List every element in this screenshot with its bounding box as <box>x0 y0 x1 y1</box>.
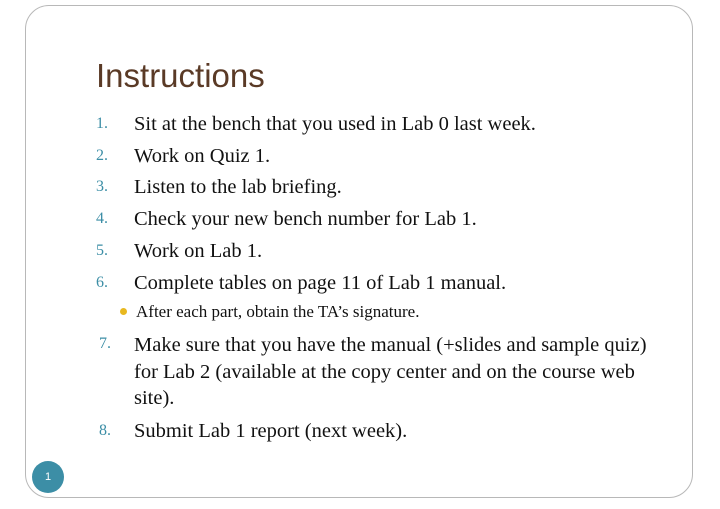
sub-item-text: After each part, obtain the TA’s signature. <box>136 302 420 321</box>
item-text: Work on Quiz 1. <box>134 145 271 167</box>
item-number: 3. <box>96 178 108 195</box>
item-number: 6. <box>96 274 108 291</box>
item-text: Make sure that you have the manual (+slides and sample quiz) for Lab 2 (available at the copy center and on the course web site). <box>134 334 647 409</box>
item-number: 5. <box>96 242 108 259</box>
item-number: 1. <box>96 115 108 132</box>
bullet-dot-icon <box>120 308 127 315</box>
item-text: Submit Lab 1 report (next week). <box>134 420 408 442</box>
item-number: 4. <box>96 210 108 227</box>
item-text: Work on Lab 1. <box>134 240 263 262</box>
item-text: Sit at the bench that you used in Lab 0 last week. <box>134 113 536 135</box>
item-number: 8. <box>99 422 111 439</box>
item-text: Complete tables on page 11 of Lab 1 manual. <box>134 272 507 294</box>
slide-title: Instructions <box>96 57 265 94</box>
item-text: Listen to the lab briefing. <box>134 176 342 198</box>
page-number-badge: 1 <box>32 461 64 493</box>
item-number: 2. <box>96 147 108 164</box>
item-text: Check your new bench number for Lab 1. <box>134 208 477 230</box>
item-number: 7. <box>99 335 111 352</box>
